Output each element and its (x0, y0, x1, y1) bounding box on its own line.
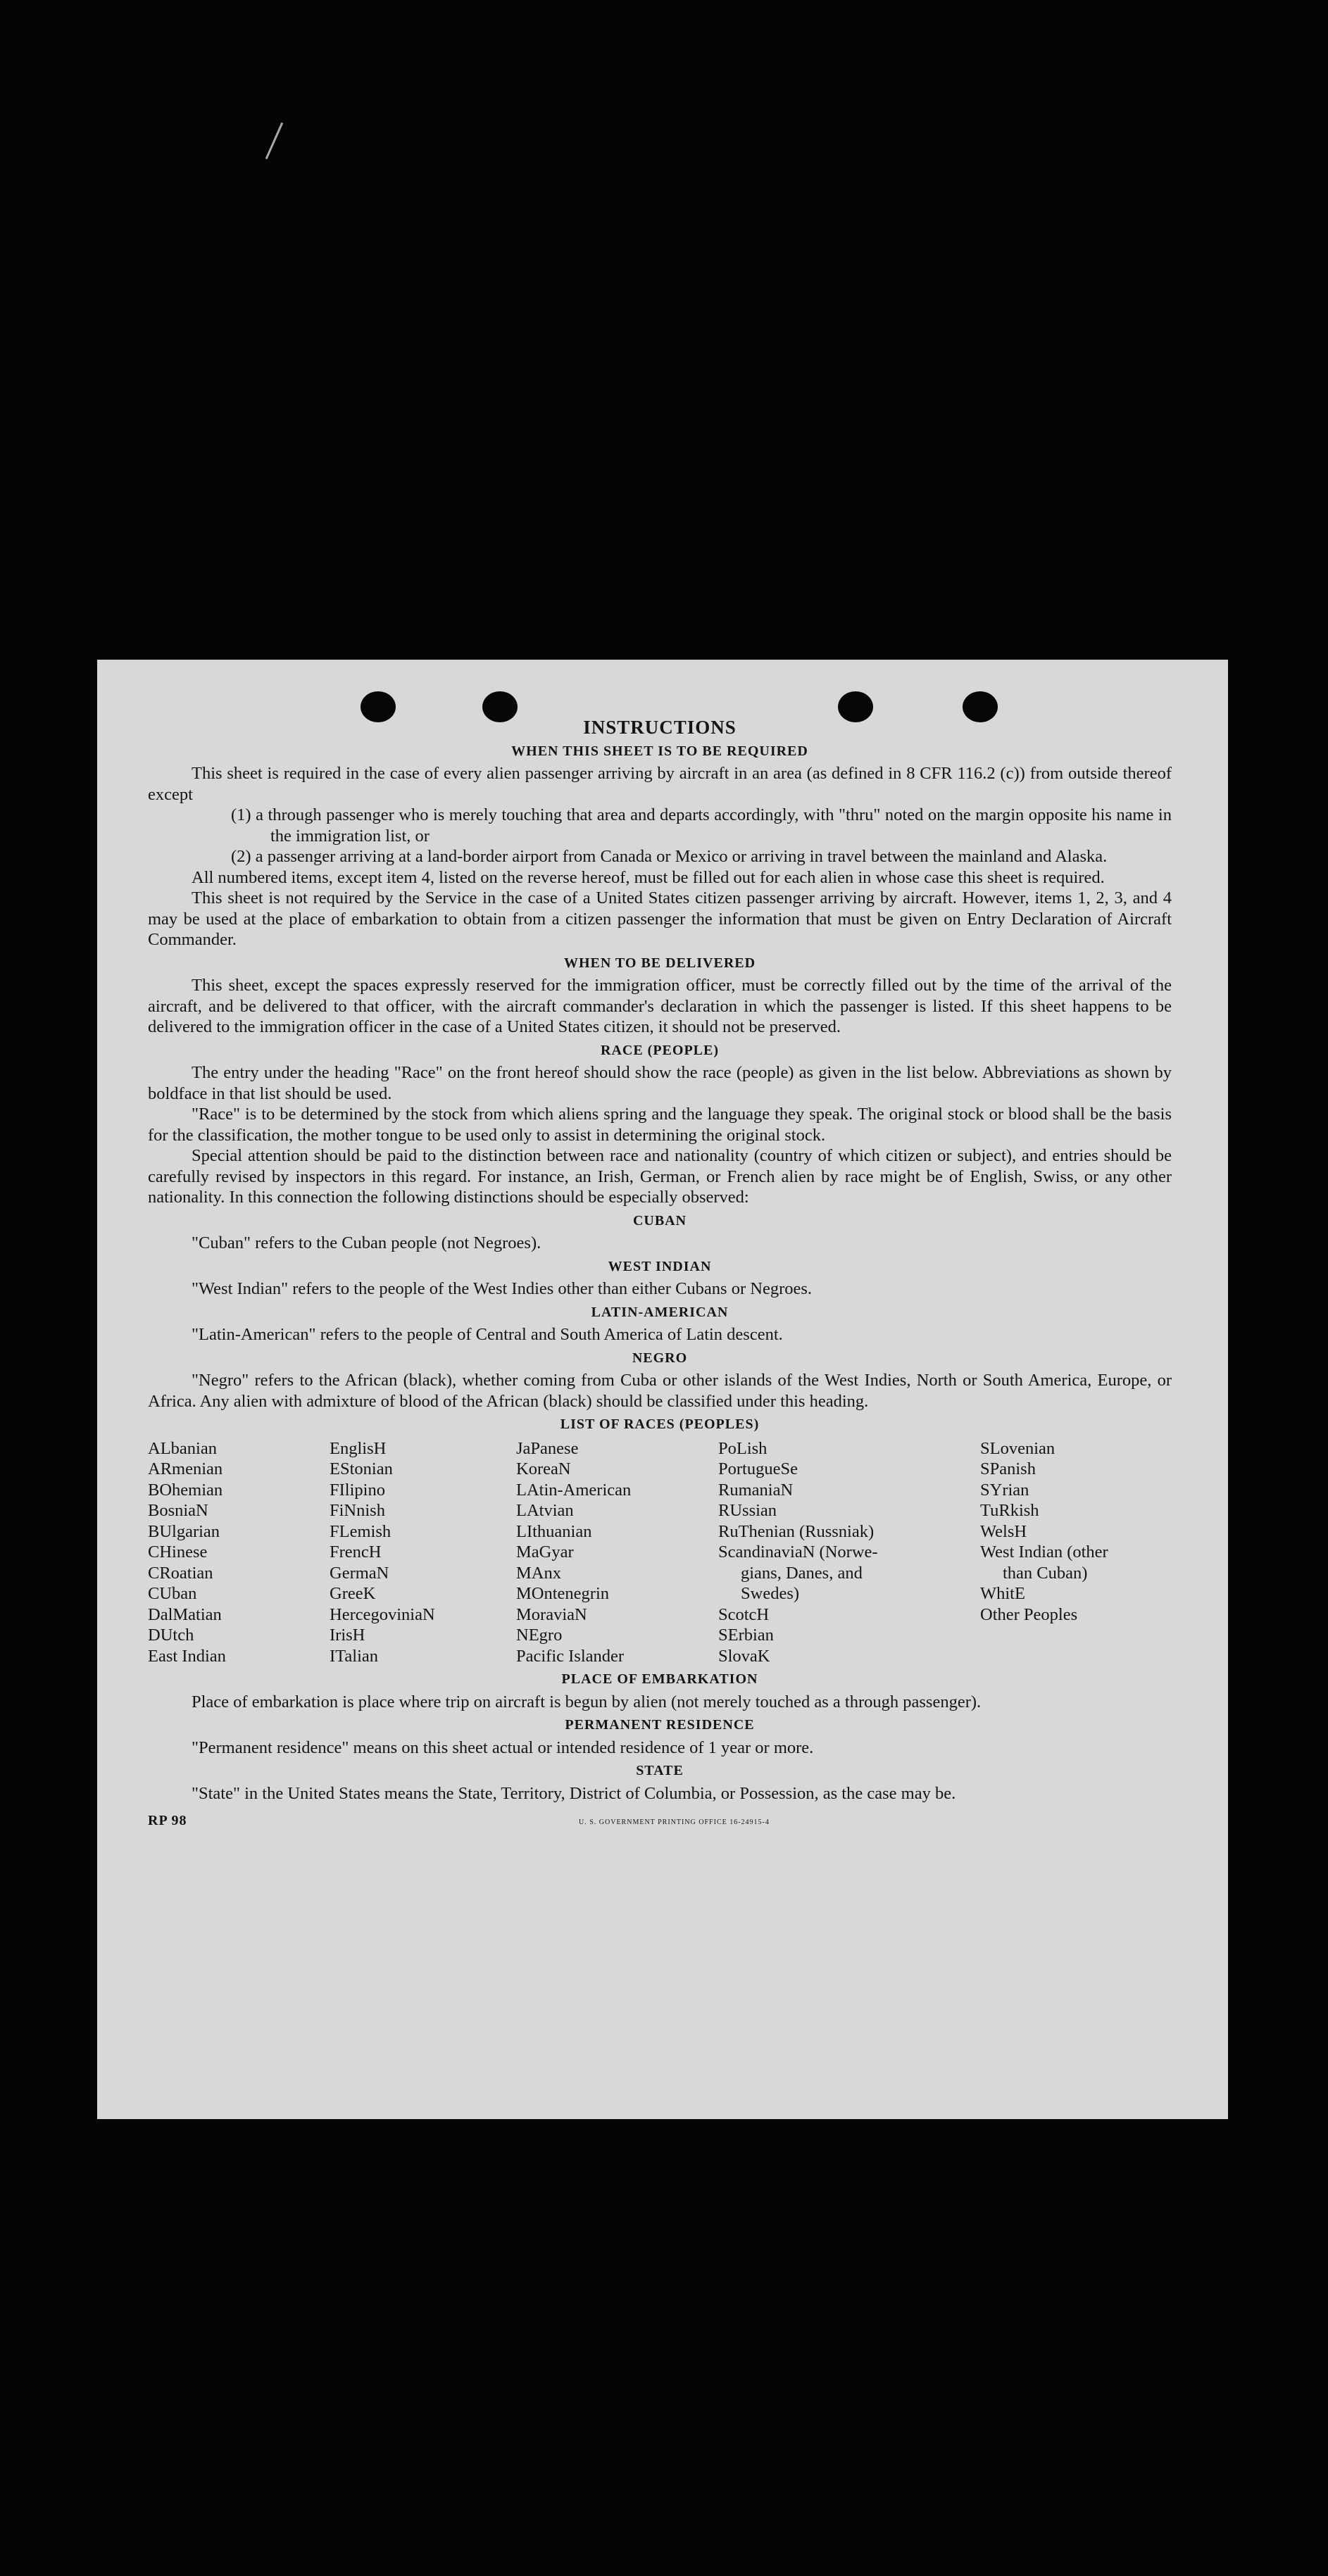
printer-imprint: U. S. GOVERNMENT PRINTING OFFICE 16-24915-4 (579, 1818, 770, 1826)
race-entry: SYrian (980, 1480, 1029, 1500)
race-entry: MAnx (516, 1563, 561, 1583)
paragraph: Special attention should be paid to the distinction between race and nationality (country of which citizen or subject), and entries should be carefully revised by inspectors in this regard. For instance, an Irish, German, or French alien by race might be of English, Swiss, or any other nationality. In this connection the following distinctions should be especially observed: (148, 1146, 1172, 1207)
race-entry: Pacific Islander (516, 1646, 625, 1666)
race-entry: SLovenian (980, 1438, 1055, 1458)
punch-hole-icon (361, 691, 396, 722)
race-entry: MoraviaN (516, 1604, 587, 1624)
race-entry: GreeK (330, 1584, 376, 1603)
paragraph: "West Indian" refers to the people of the West Indies other than either Cubans or Negroes. (192, 1279, 813, 1298)
race-entry: FiNnish (330, 1501, 385, 1520)
race-entry: ITalian (330, 1646, 379, 1666)
race-entry: gians, Danes, and (741, 1563, 863, 1583)
race-entry: East Indian (148, 1646, 226, 1666)
race-entry: ScandinaviaN (Norwe- (718, 1543, 878, 1562)
race-entry: JaPanese (516, 1438, 579, 1458)
race-entry: WelsH (980, 1521, 1027, 1541)
race-entry: MOntenegrin (516, 1584, 609, 1603)
race-entry: ARmenian (148, 1459, 223, 1478)
race-entry: MaGyar (516, 1543, 574, 1562)
race-entry: BUlgarian (148, 1521, 220, 1541)
race-entry: FrencH (330, 1543, 382, 1562)
section-heading-delivered: WHEN TO BE DELIVERED (563, 955, 756, 971)
paragraph: "Permanent residence" means on this sheet actual or intended residence of 1 year or more. (192, 1738, 814, 1757)
race-entry: HercegoviniaN (330, 1604, 435, 1624)
page-title: INSTRUCTIONS (583, 717, 737, 738)
paragraph: The entry under the heading "Race" on the front hereof should show the race (people) as given in the list below. Abbreviations as shown by boldface in that list should be used. (148, 1063, 1172, 1103)
race-entry: FLemish (330, 1521, 391, 1541)
section-heading-residence: PERMANENT RESIDENCE (565, 1717, 755, 1733)
race-entry: Swedes) (741, 1584, 800, 1603)
punch-hole-icon (963, 691, 998, 722)
race-entry: EnglisH (330, 1438, 387, 1458)
paragraph: "Latin-American" refers to the people of Central and South America of Latin descent. (192, 1325, 783, 1344)
race-column (516, 1438, 718, 1667)
paragraph: All numbered items, except item 4, listed on the reverse hereof, must be filled out for each alien in whose case this sheet is required. (192, 867, 1105, 887)
race-entry: DalMatian (148, 1604, 222, 1624)
section-heading-cuban: CUBAN (632, 1212, 687, 1229)
race-entry: DUtch (148, 1626, 194, 1645)
race-column (980, 1438, 1170, 1667)
list-item: (2) a passenger arriving at a land-border airport from Canada or Mexico or arriving in travel between the mainland and Alaska. (231, 847, 1108, 866)
race-entry: BosniaN (148, 1501, 208, 1520)
race-entry: ScotcH (718, 1604, 770, 1624)
race-column (330, 1438, 516, 1667)
race-entry: EStonian (330, 1459, 393, 1478)
race-entry: SErbian (718, 1626, 774, 1645)
race-entry: FIlipino (330, 1480, 385, 1500)
paragraph: This sheet, except the spaces expressly reserved for the immigration officer, must be correctly filled out by the time of the arrival of the aircraft, and be delivered to that officer, with the aircraft commander's declaration in which the passenger is listed. If this sheet happens to be delivered to the immigration officer in the case of a United States citizen, it should not be preserved. (148, 976, 1172, 1036)
paragraph: This sheet is not required by the Service in the case of a United States citizen passenger arriving by aircraft. However, items 1, 2, 3, and 4 may be used at the place of embarkation to obtain from a citizen passenger the information that must be given on Entry Declaration of Aircraft Commander. (148, 888, 1172, 949)
race-entry: KoreaN (516, 1459, 571, 1478)
race-entry: RUssian (718, 1501, 777, 1520)
race-entry: West Indian (other (980, 1543, 1108, 1562)
list-item: (1) a through passenger who is merely touching that area and departs accordingly, with "thru" noted on the margin opposite his name in the immigration list, or (231, 805, 1172, 846)
section-heading-west-indian: WEST INDIAN (608, 1258, 712, 1274)
punch-hole-icon (838, 691, 873, 722)
paragraph: "State" in the United States means the State, Territory, District of Columbia, or Possession, as the case may be. (192, 1783, 956, 1803)
race-entry: RumaniaN (718, 1480, 794, 1500)
race-entry: CUban (148, 1584, 197, 1603)
instruction-sheet (97, 660, 1228, 2119)
paragraph: This sheet is required in the case of every alien passenger arriving by aircraft in an area (as defined in 8 CFR 116.2 (c)) from outside thereof except (148, 764, 1172, 804)
section-heading-state: STATE (636, 1763, 684, 1778)
race-entry: LAtin-American (516, 1480, 632, 1500)
race-entry: LIthuanian (516, 1521, 592, 1541)
race-column (148, 1438, 330, 1667)
section-heading-embarkation: PLACE OF EMBARKATION (561, 1671, 758, 1687)
footer (148, 1811, 1172, 1832)
paragraph: Place of embarkation is place where trip on aircraft is begun by alien (not merely touched as a through passenger). (192, 1692, 982, 1711)
race-entry: TuRkish (980, 1501, 1039, 1520)
race-entry: BOhemian (148, 1480, 223, 1500)
section-heading-required: WHEN THIS SHEET IS TO BE REQUIRED (511, 743, 808, 759)
race-entry: RuThenian (Russniak) (718, 1521, 875, 1541)
race-entry: PortugueSe (718, 1459, 798, 1478)
race-entry: CHinese (148, 1543, 208, 1562)
section-heading-latin-american: LATIN-AMERICAN (591, 1304, 729, 1320)
race-entry: than Cuban) (1003, 1563, 1088, 1583)
race-entry: NEgro (516, 1626, 563, 1645)
race-entry: SlovaK (718, 1646, 770, 1666)
stray-mark (265, 122, 284, 159)
race-entry: IrisH (330, 1626, 365, 1645)
race-entry: GermaN (330, 1563, 389, 1583)
race-list (148, 1438, 1172, 1667)
race-entry: SPanish (980, 1459, 1036, 1478)
race-entry: Other Peoples (980, 1604, 1078, 1624)
race-entry: WhitE (980, 1584, 1025, 1603)
paragraph: "Race" is to be determined by the stock from which aliens spring and the language they speak. The original stock or blood shall be the basis for the classification, the mother tongue to be used only to assist in determining the original stock. (148, 1105, 1172, 1145)
race-entry: CRoatian (148, 1563, 213, 1583)
section-heading-negro: NEGRO (632, 1350, 688, 1366)
race-entry: PoLish (718, 1438, 768, 1458)
race-entry: ALbanian (148, 1438, 217, 1458)
paragraph: "Cuban" refers to the Cuban people (not Negroes). (192, 1233, 541, 1252)
paragraph: "Negro" refers to the African (black), whether coming from Cuba or other islands of the West Indies, North or South America, Europe, or Africa. Any alien with admixture of blood of the African (black) should be classified under this heading. (148, 1371, 1172, 1411)
section-heading-race: RACE (PEOPLE) (601, 1042, 719, 1058)
race-column (718, 1438, 980, 1667)
form-id: RP 98 (148, 1813, 187, 1828)
section-heading-races: LIST OF RACES (PEOPLES) (560, 1416, 760, 1432)
race-entry: LAtvian (516, 1501, 574, 1520)
punch-hole-icon (482, 691, 518, 722)
